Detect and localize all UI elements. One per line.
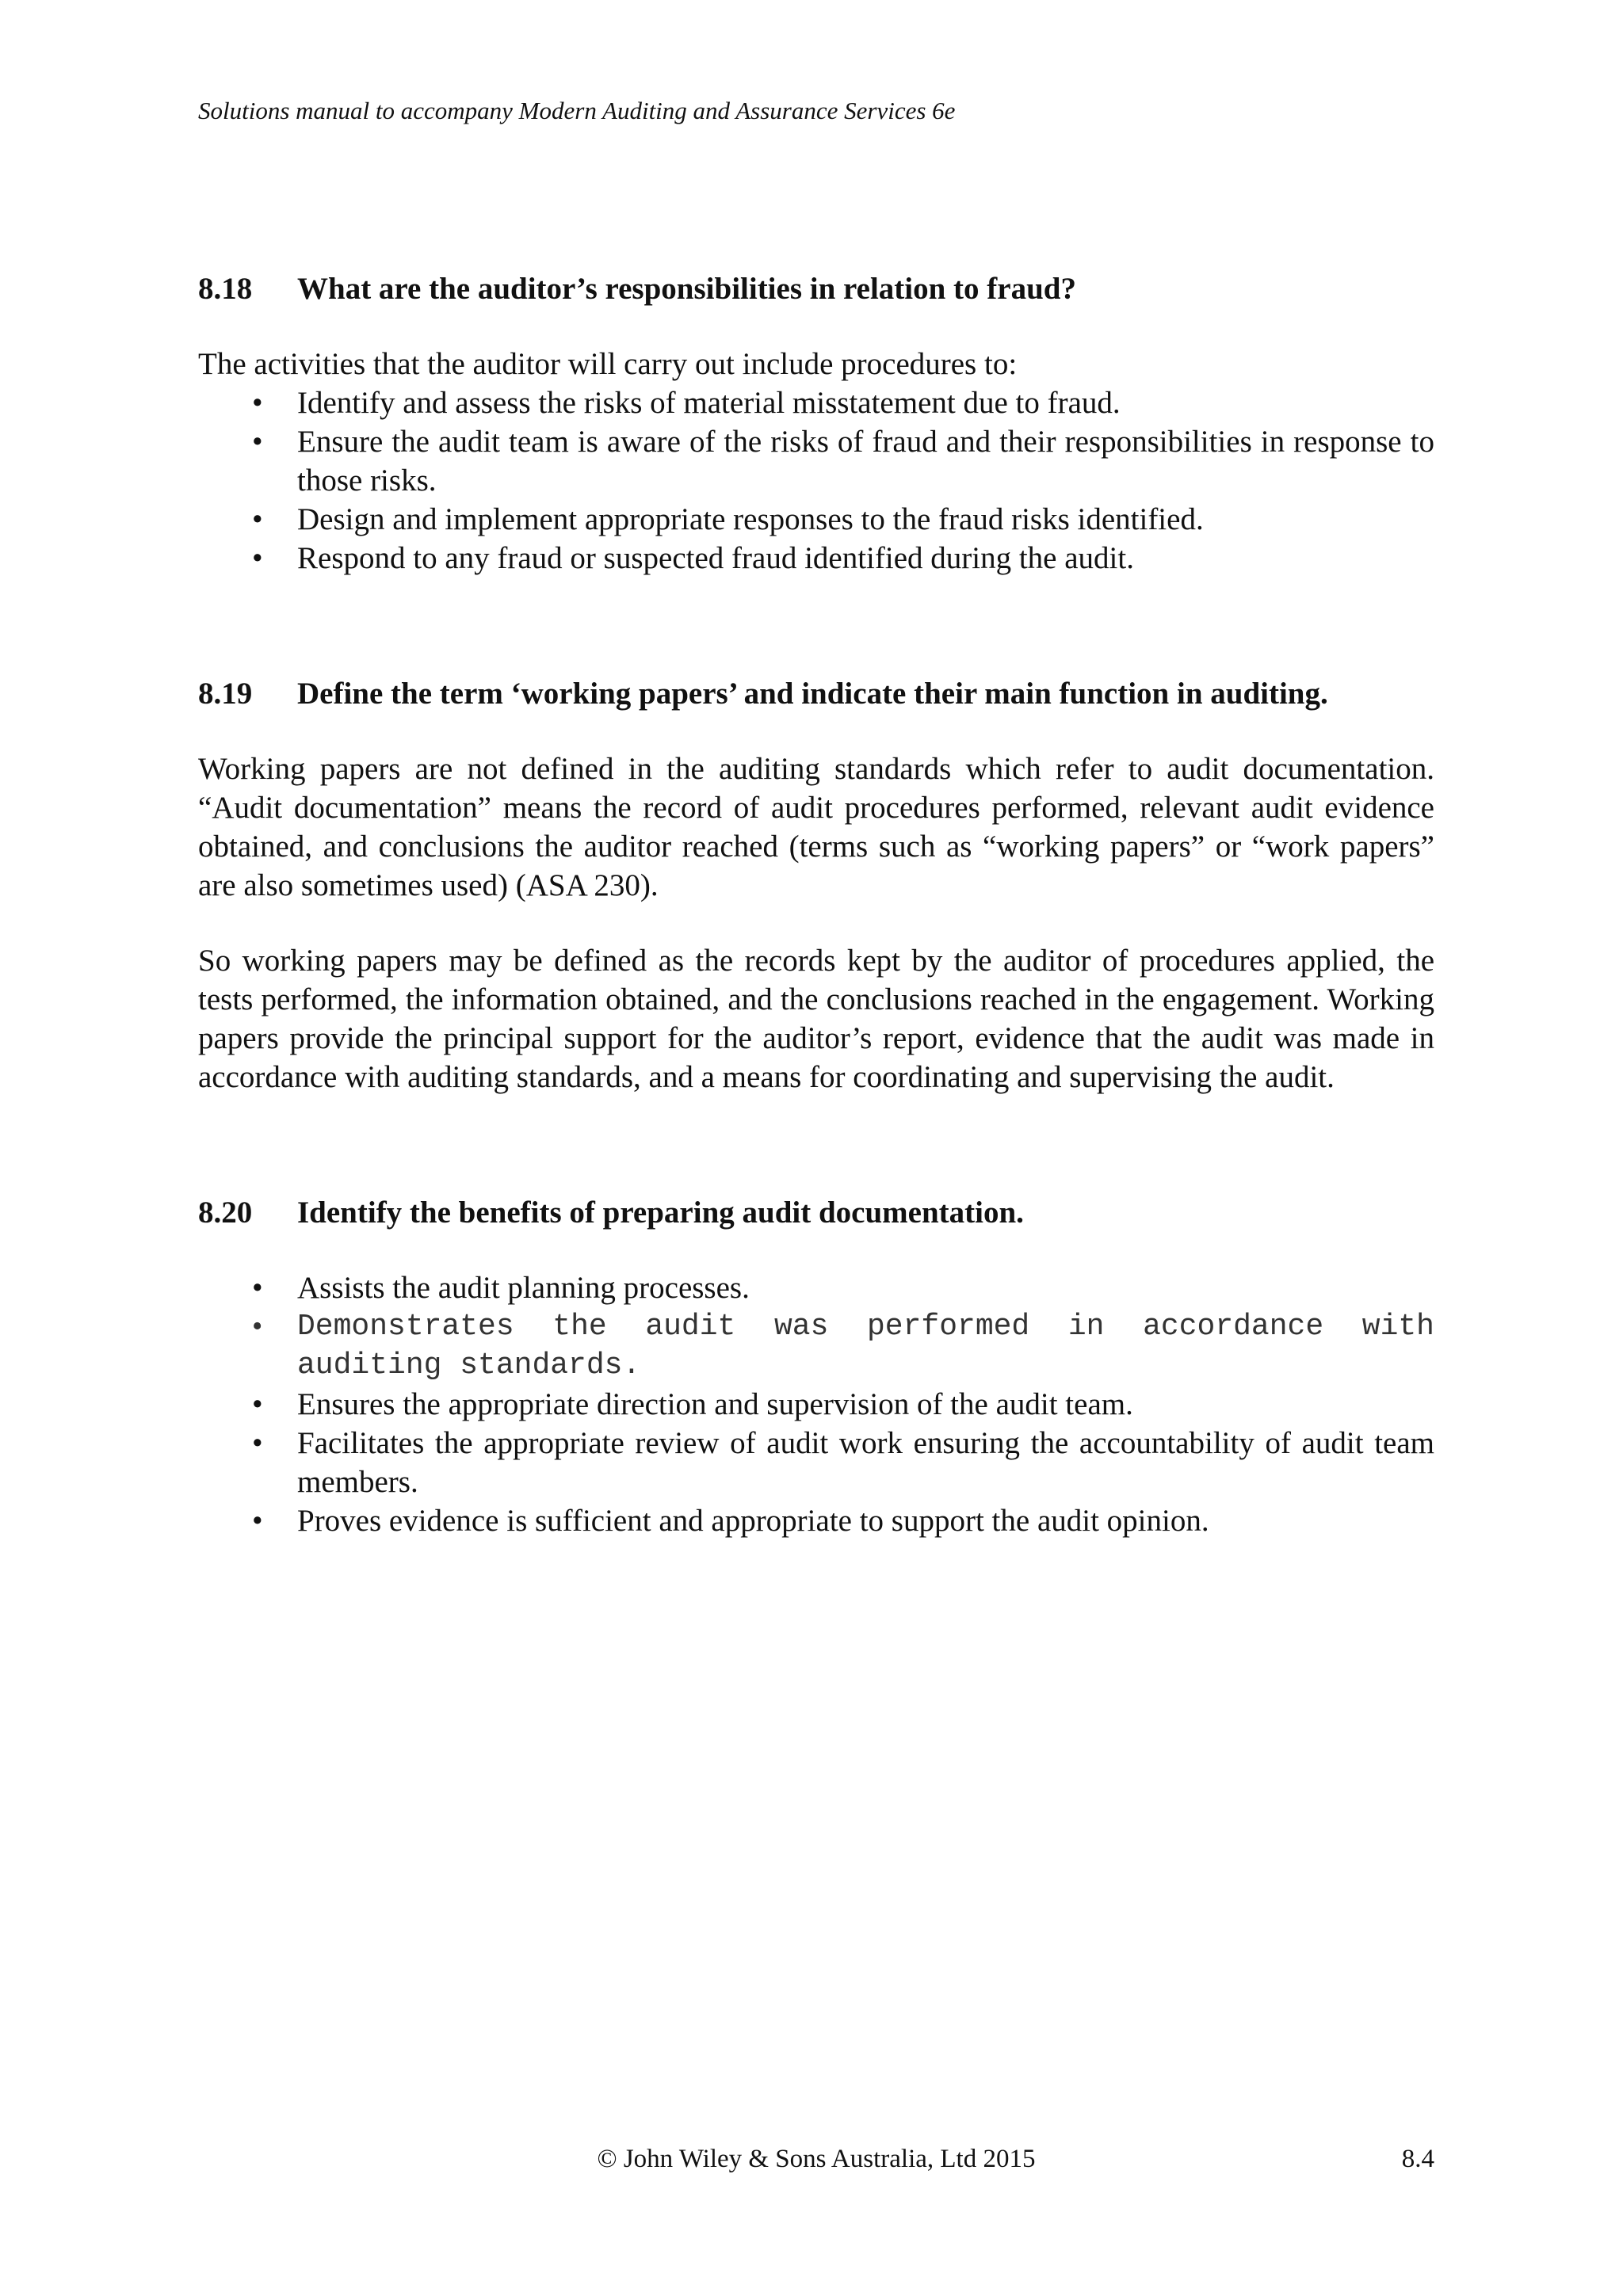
list-item: • Assists the audit planning processes. [198, 1268, 1434, 1307]
bullet-icon: • [252, 1426, 263, 1460]
bullet-icon: • [252, 1504, 263, 1538]
copyright-notice: © John Wiley & Sons Australia, Ltd 2015 [597, 2145, 1036, 2173]
list-item: • Demonstrates the audit was performed in accordance with auditing standards. [198, 1307, 1434, 1385]
question-text: Identify the benefits of preparing audit documentation. [297, 1196, 1024, 1230]
answer-bullet-list [198, 1268, 1434, 1540]
list-item: • Facilitates the appropriate review of audit work ensuring the accountability of audit team members. [198, 1424, 1434, 1501]
answer-intro: The activities that the auditor will carry out include procedures to: [198, 347, 1018, 381]
bullet-icon: • [252, 386, 263, 420]
question-number: 8.20 [198, 1196, 253, 1230]
list-item: • Ensure the audit team is aware of the risks of fraud and their responsibilities in response to those risks. [198, 422, 1434, 500]
question-8-18 [198, 269, 1434, 308]
answer-bullet-list [198, 383, 1434, 578]
bullet-icon: • [252, 1271, 263, 1305]
answer-paragraph: So working papers may be defined as the records kept by the auditor of procedures applied, the tests performed, the information obtained, and the conclusions reached in the engagement. Working papers provide the principal support for the auditor’s report, evidence that the audit was made in accordance with auditing standards, and a means for coordinating and supervising the audit. [198, 944, 1434, 1094]
page-content [198, 269, 1434, 1540]
bullet-icon: • [252, 1387, 263, 1421]
list-item: • Proves evidence is sufficient and appropriate to support the audit opinion. [198, 1501, 1434, 1540]
question-text: What are the auditor’s responsibilities in relation to fraud? [297, 272, 1076, 306]
question-number: 8.18 [198, 272, 253, 306]
question-8-19 [198, 674, 1434, 713]
bullet-icon: • [252, 541, 263, 575]
list-item: • Identify and assess the risks of material misstatement due to fraud. [198, 383, 1434, 422]
question-8-20 [198, 1193, 1434, 1232]
bullet-icon: • [252, 425, 263, 459]
answer-paragraph: Working papers are not defined in the auditing standards which refer to audit documentation. “Audit documentation” means the record of audit procedures performed, relevant audit evidence obtained, and conclusions the auditor reached (terms such as “working papers” or “work papers” are also sometimes used) (ASA 230). [198, 752, 1434, 902]
question-text: Define the term ‘working papers’ and indicate their main function in auditing. [297, 677, 1328, 711]
list-item: • Respond to any fraud or suspected fraud identified during the audit. [198, 539, 1434, 578]
bullet-icon: • [252, 502, 263, 536]
running-header: Solutions manual to accompany Modern Auditing and Assurance Services 6e [198, 97, 956, 124]
question-number: 8.19 [198, 677, 253, 711]
page-number: 8.4 [1401, 2145, 1434, 2173]
list-item: • Design and implement appropriate responses to the fraud risks identified. [198, 500, 1434, 539]
list-item: • Ensures the appropriate direction and supervision of the audit team. [198, 1385, 1434, 1424]
bullet-icon: • [252, 1310, 263, 1343]
